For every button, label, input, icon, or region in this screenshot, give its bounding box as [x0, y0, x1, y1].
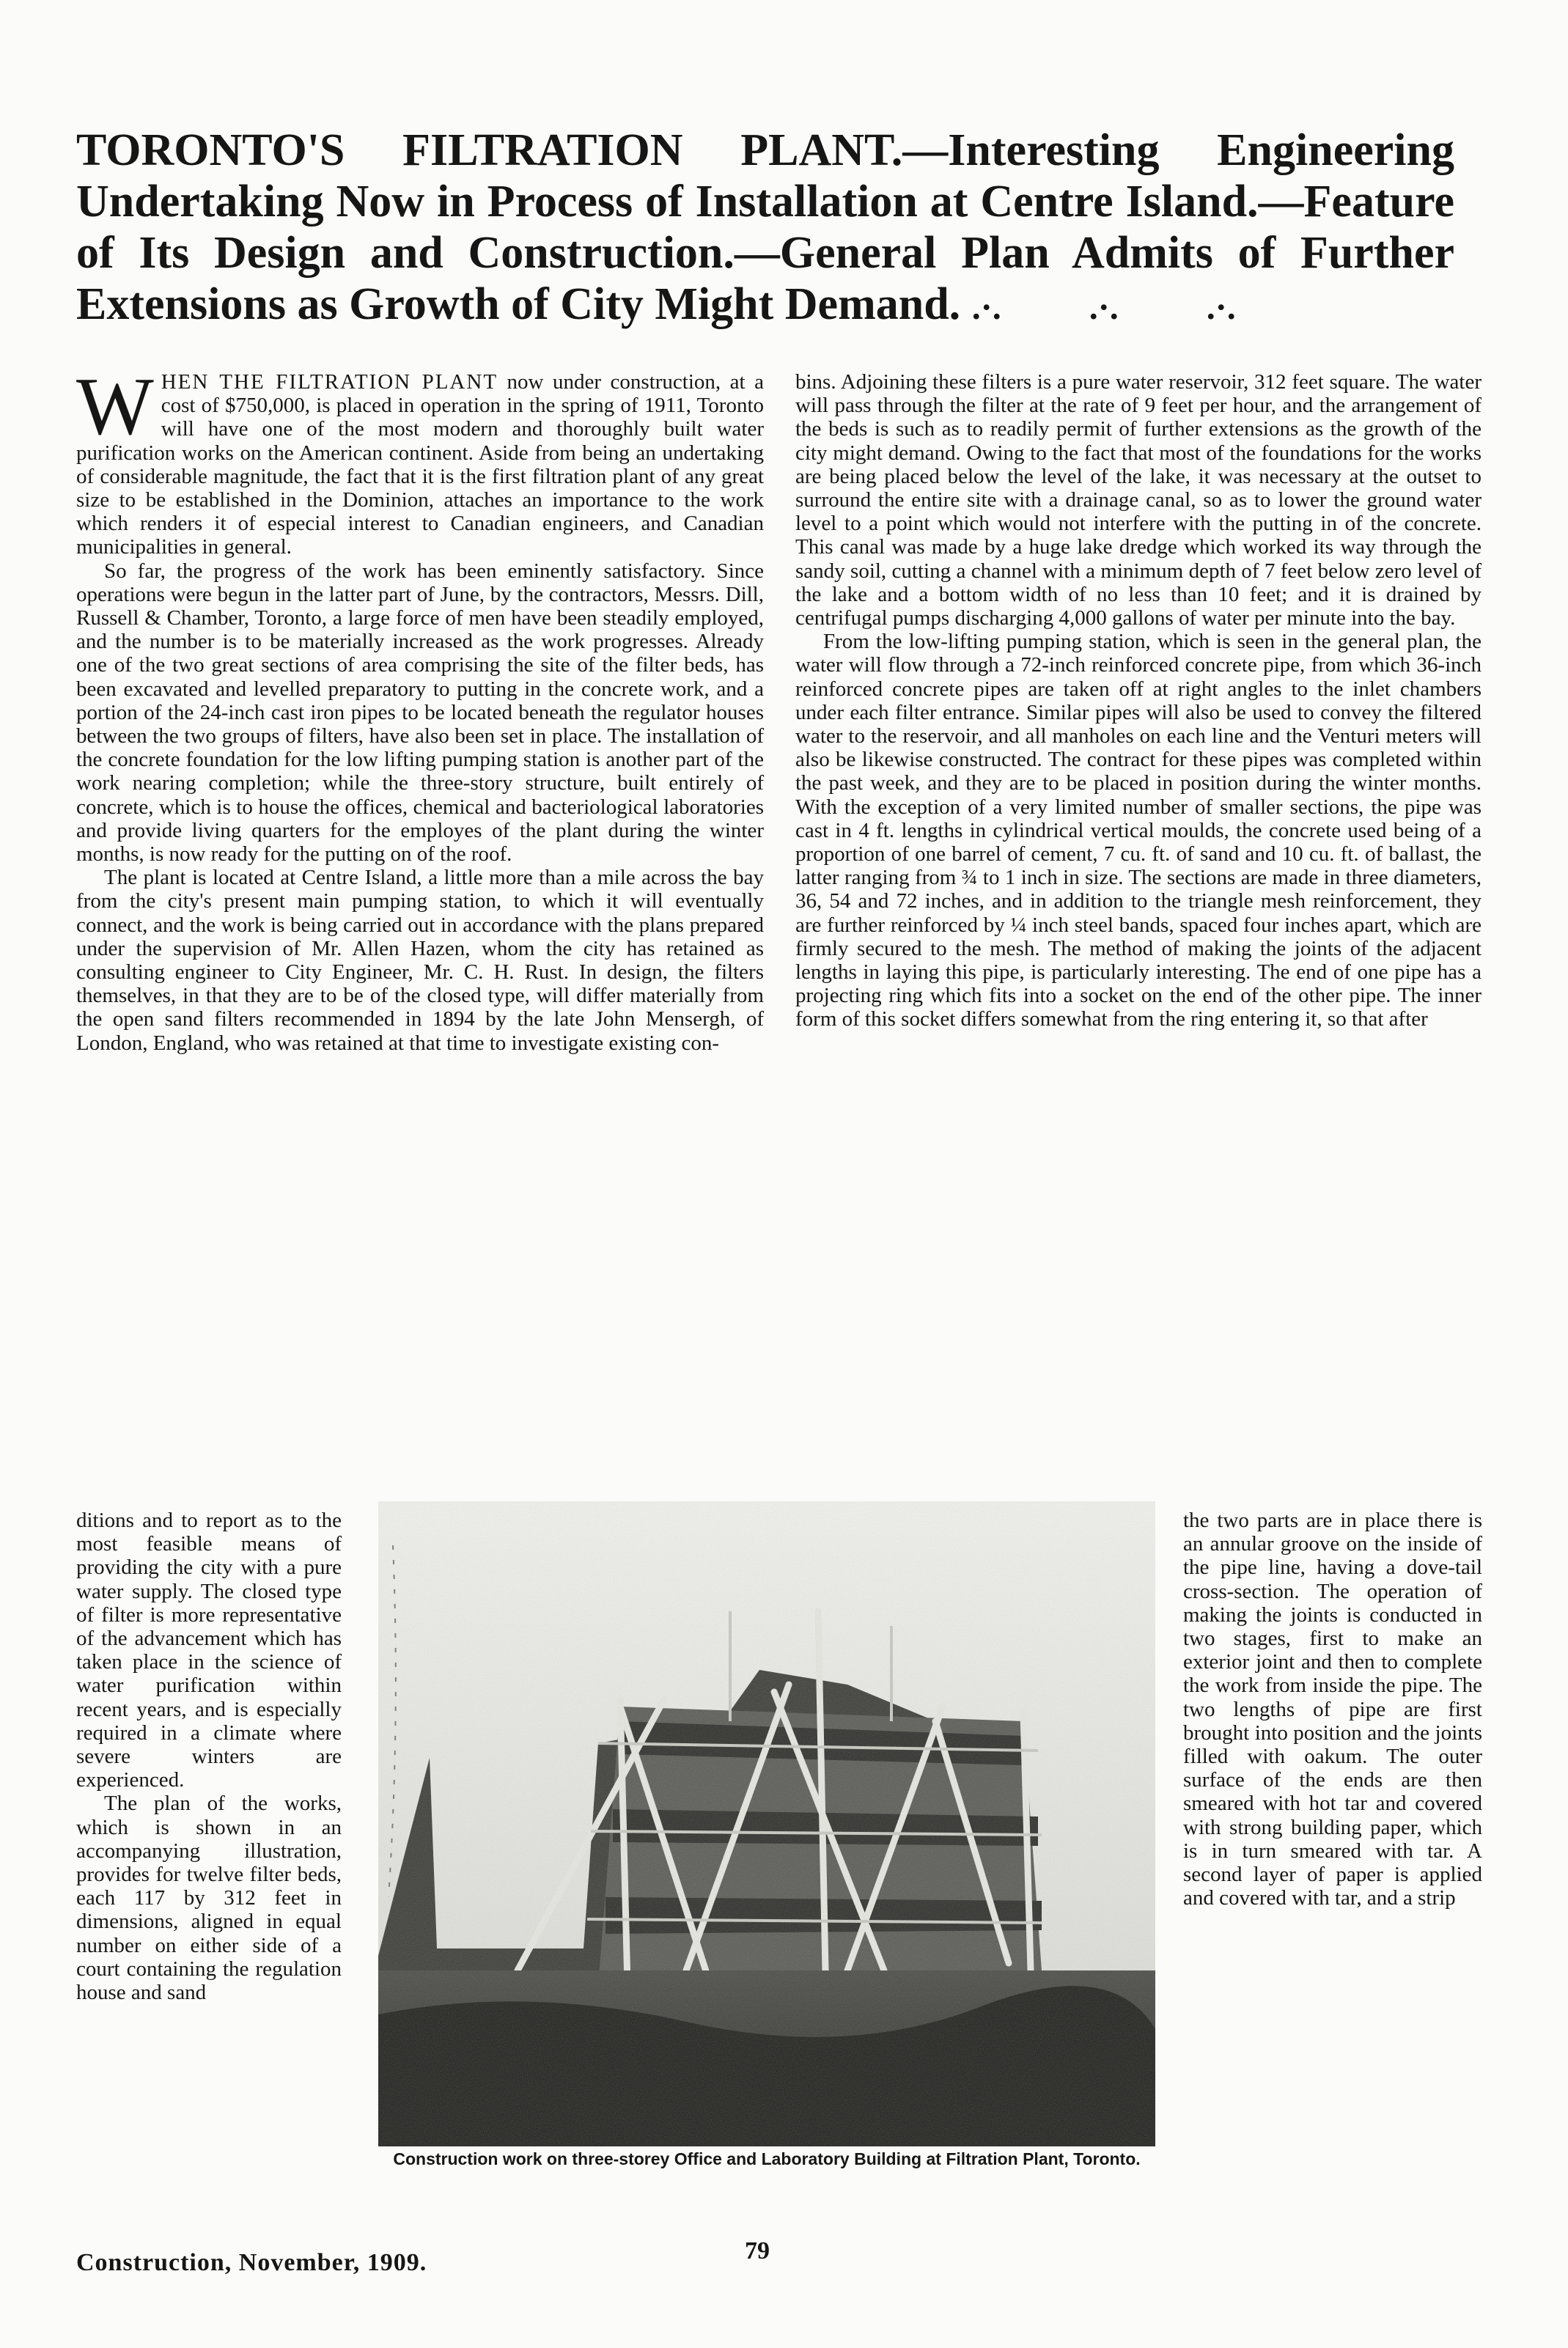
photo-caption: Construction work on three-storey Office and Laboratory Building at Filtration Plant, Toronto.: [393, 2149, 1141, 2168]
article-title: [76, 125, 1454, 334]
drop-cap: W: [76, 361, 154, 452]
left-narrow-column: [76, 1509, 342, 2004]
left-column: [76, 361, 764, 1055]
lead-small-caps: HEN THE FILTRATION PLANT: [161, 370, 498, 394]
page-number: 79: [745, 2237, 770, 2264]
paragraph-progress: So far, the progress of the work has been eminently satisfactory. Since operations were begun in the latter part of June, by the contractors, Messrs. Dill, Russell & Chamber, Toronto, a large force of men have been steadily employed, and the number is to be materially increased as the work progresses. Already one of the two great sections of area comprising the site of the filter beds, has been excavated and levelled preparatory to putting in the concrete work, and a portion of the 24-inch cast iron pipes to be located beneath the regulator houses between the two groups of filters, have also been set in place. The installation of the concrete foundation for the low lifting pumping station is another part of the work nearing completion; while the three-story structure, built entirely of concrete, which is to house the offices, chemical and bacteriological laboratories and provide living quarters for the employes of the plant during the winter months, is now ready for the putting on of the roof.: [76, 559, 764, 866]
paragraph-plan: The plan of the works, which is shown in an accompanying illustration, provides for twelve filter beds, each 117 by 312 feet in dimensions, aligned in equal number on either side of a court containing the regulation house and sand: [76, 1792, 342, 2005]
article-title-text: TORONTO'S FILTRATION PLANT.—Interesting Engineering Undertaking Now in Process of Installation at Centre Island.—Feature of Its Design and Construction.—General Plan Admits of Further Extensions as Growth of City Might Demand.: [76, 125, 1454, 329]
publication-footer: Construction, November, 1909.: [76, 2249, 427, 2276]
lead-paragraph-text: now under construction, at a cost of $750,000, is placed in operation in the spring of 1911, Toronto will have one of the most modern and thoroughly built water purification works on the American continent. Aside from being an undertaking of considerable magnitude, the fact that it is the first filtration plant of any great size to be established in the Dominion, attaches an importance to the work which renders it of especial interest to Canadian engineers, and Canadian municipalities in general.: [76, 370, 764, 559]
title-ornament-dots: .·. .·. .·.: [971, 288, 1236, 327]
paragraph-reservoir: bins. Adjoining these filters is a pure water reservoir, 312 feet square. The water will pass through the filter at the rate of 9 feet per hour, and the arrangement of the beds is such as to readily permit of further extensions as the growth of the city might demand. Owing to the fact that most of the foundations for the works are being placed below the level of the lake, it was necessary at the outset to surround the entire site with a drainage canal, so as to lower the ground water level to a point which would not interfere with the putting in of the concrete. This canal was made by a huge lake dredge which worked its way through the sandy soil, cutting a channel with a minimum depth of 7 feet below zero level of the lake and a bottom width of no less than 10 feet; and it is drained by centrifugal pumps discharging 4,000 gallons of water per minute into the bay.: [795, 370, 1481, 630]
lead-paragraph: [76, 361, 764, 559]
paragraph-location: The plant is located at Centre Island, a little more than a mile across the bay from the city's present main pumping station, to which it will eventually connect, and the work is being carried out in accordance with the plans prepared under the supervision of Mr. Allen Hazen, whom the city has retained as consulting engineer to City Engineer, Mr. C. H. Rust. In design, the filters themselves, in that they are to be of the closed type, will differ materially from the open sand filters recommended in 1894 by the late John Mensergh, of London, England, who was retained at that time to investigate existing con-: [76, 866, 764, 1055]
paragraph-joints: the two parts are in place there is an annular groove on the inside of the pipe line, having a dove-tail cross-section. The operation of making the joints is conducted in two stages, first to make an exterior joint and then to complete the work from inside the pipe. The two lengths of pipe are first brought into position and the joints filled with oakum. The outer surface of the ends are then smeared with hot tar and covered with strong building paper, which is in turn smeared with tar. A second layer of paper is applied and covered with tar, and a strip: [1183, 1509, 1482, 1910]
paragraph-pipes: From the low-lifting pumping station, which is seen in the general plan, the water will flow through a 72-inch reinforced concrete pipe, from which 36-inch reinforced concrete pipes are taken off at right angles to the inlet chambers under each filter entrance. Similar pipes will also be used to convey the filtered water to the reservoir, and all manholes on each line and the Venturi meters will also be likewise constructed. The contract for these pipes was completed within the past week, and they are to be placed in position during the winter months. With the exception of a very limited number of smaller sections, the pipe was cast in 4 ft. lengths in cylindrical vertical moulds, the concrete used being of a proportion of one barrel of cement, 7 cu. ft. of sand and 10 cu. ft. of ballast, the latter ranging from ¾ to 1 inch in size. The sections are made in three diameters, 36, 54 and 72 inches, and in addition to the triangle mesh reinforcement, they are further reinforced by ¼ inch steel bands, spaced four inches apart, which are firmly secured to the mesh. The method of making the joints of the adjacent lengths in laying this pipe, is particularly interesting. The end of one pipe has a projecting ring which fits into a socket on the end of the other pipe. The inner form of this socket differs somewhat from the ring entering it, so that after: [795, 630, 1481, 1031]
right-narrow-column: [1183, 1509, 1482, 1910]
right-column: [795, 370, 1481, 1031]
construction-photo: [378, 1501, 1155, 2146]
paragraph-closed-filter: ditions and to report as to the most feasible means of providing the city with a pure water supply. The closed type of filter is more representative of the advancement which has taken place in the science of water purification within recent years, and is especially required in a climate where severe winters are experienced.: [76, 1509, 342, 1792]
